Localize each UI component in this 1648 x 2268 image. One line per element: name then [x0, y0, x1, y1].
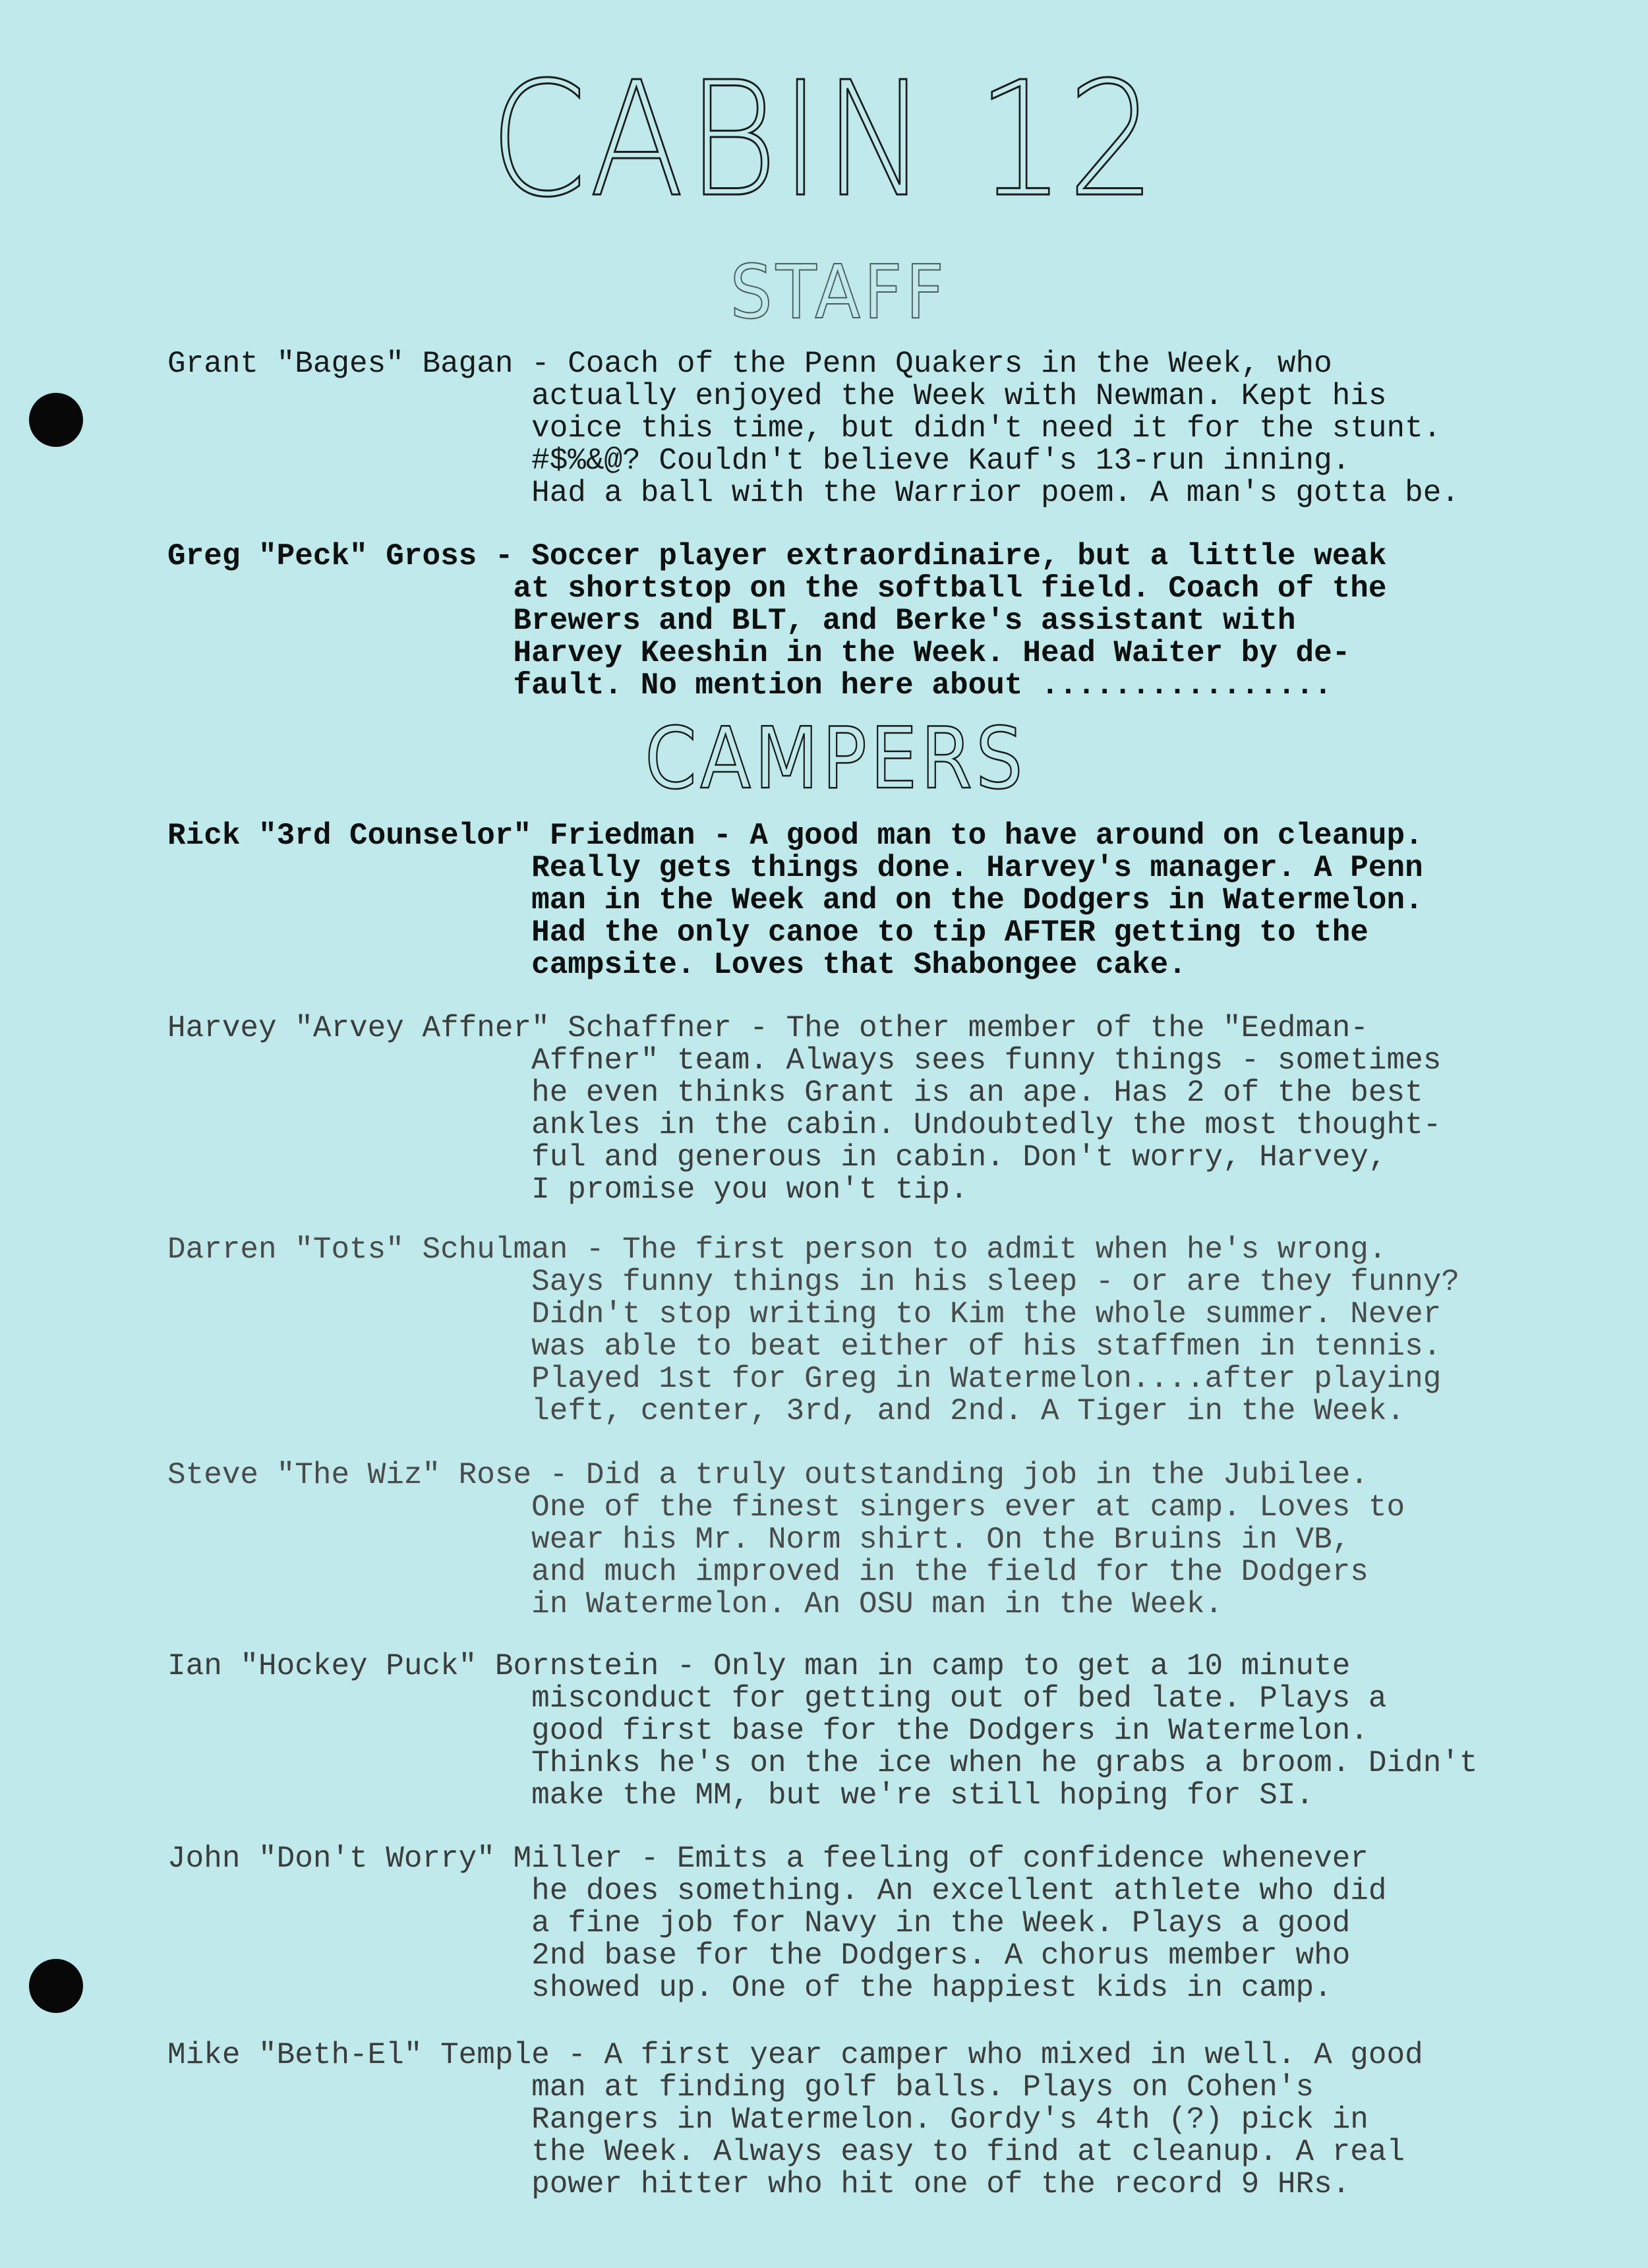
page-title: CABIN 12	[489, 47, 1159, 232]
punch-hole-top	[29, 393, 83, 447]
entry-line: Greg "Peck" Gross - Soccer player extraordinaire, but a little weak	[167, 539, 1387, 573]
punch-hole-bottom	[29, 1959, 83, 2013]
entry-line: One of the finest singers ever at camp. Loves to	[167, 1490, 1405, 1525]
entry-line: Says funny things in his sleep - or are they funny?	[167, 1265, 1459, 1299]
entry-harvey-schaffner	[167, 1012, 1591, 1206]
entry-line: ankles in the cabin. Undoubtedly the most thought-	[167, 1108, 1442, 1142]
entry-line: Harvey Keeshin in the Week. Head Waiter by de-	[167, 636, 1351, 670]
entry-line: Didn't stop writing to Kim the whole summer. Never	[167, 1297, 1442, 1331]
entry-line: power hitter who hit one of the record 9 HRs.	[167, 2167, 1351, 2201]
entry-line: Ian "Hockey Puck" Bornstein - Only man in camp to get a 10 minute	[167, 1649, 1351, 1683]
entry-mike-temple	[167, 2039, 1591, 2201]
entry-line: he does something. An excellent athlete who did	[167, 1874, 1387, 1908]
entry-line: good first base for the Dodgers in Watermelon.	[167, 1714, 1368, 1748]
entry-line: at shortstop on the softball field. Coach of the	[167, 571, 1387, 606]
entry-line: Darren "Tots" Schulman - The first person to admit when he's wrong.	[167, 1233, 1387, 1267]
entry-john-miller	[167, 1843, 1591, 2004]
entry-line: actually enjoyed the Week with Newman. Kept his	[167, 379, 1387, 413]
entry-greg-gross	[167, 540, 1591, 702]
entry-darren-schulman	[167, 1234, 1591, 1428]
entry-line: 2nd base for the Dodgers. A chorus member who	[167, 1938, 1351, 1973]
entry-rick-friedman	[167, 820, 1591, 981]
entry-line: Really gets things done. Harvey's manager. A Penn	[167, 851, 1423, 885]
entry-line: Mike "Beth-El" Temple - A first year camper who mixed in well. A good	[167, 2038, 1423, 2072]
entry-line: make the MM, but we're still hoping for SI.	[167, 1778, 1314, 1813]
entry-line: in Watermelon. An OSU man in the Week.	[167, 1587, 1223, 1621]
entry-line: Had a ball with the Warrior poem. A man's gotta be.	[167, 476, 1459, 510]
entry-line: wear his Mr. Norm shirt. On the Bruins in VB,	[167, 1523, 1351, 1557]
entry-line: was able to beat either of his staffmen in tennis.	[167, 1329, 1442, 1364]
entry-line: Had the only canoe to tip AFTER getting to the	[167, 916, 1368, 950]
entry-line: #$%&@? Couldn't believe Kauf's 13-run inning.	[167, 444, 1351, 478]
entry-line: Rick "3rd Counselor" Friedman - A good man to have around on cleanup.	[167, 819, 1423, 853]
entry-line: campsite. Loves that Shabongee cake.	[167, 948, 1187, 982]
entry-line: a fine job for Navy in the Week. Plays a good	[167, 1906, 1351, 1940]
entry-line: fault. No mention here about ................	[167, 668, 1332, 703]
entry-line: voice this time, but didn't need it for the stunt.	[167, 411, 1442, 446]
entry-line: the Week. Always easy to find at cleanup. A real	[167, 2135, 1405, 2169]
entry-ian-bornstein	[167, 1650, 1591, 1812]
entry-line: Rangers in Watermelon. Gordy's 4th (?) pick in	[167, 2103, 1368, 2137]
entry-line: left, center, 3rd, and 2nd. A Tiger in the Week.	[167, 1394, 1405, 1428]
section-heading-staff: STAFF	[730, 250, 948, 335]
entry-line: man in the Week and on the Dodgers in Watermelon.	[167, 883, 1423, 917]
entry-line: man at finding golf balls. Plays on Cohen's	[167, 2070, 1314, 2105]
entry-line: Affner" team. Always sees funny things - sometimes	[167, 1043, 1442, 1078]
entry-line: Thinks he's on the ice when he grabs a broom. Didn't	[167, 1746, 1478, 1780]
entry-line: I promise you won't tip.	[167, 1173, 968, 1207]
entry-line: Steve "The Wiz" Rose - Did a truly outstanding job in the Jubilee.	[167, 1458, 1368, 1492]
entry-line: ful and generous in cabin. Don't worry, Harvey,	[167, 1140, 1387, 1175]
entry-line: and much improved in the field for the Dodgers	[167, 1555, 1368, 1589]
entry-line: Harvey "Arvey Affner" Schaffner - The other member of the "Eedman-	[167, 1011, 1368, 1045]
entry-line: showed up. One of the happiest kids in camp.	[167, 1971, 1332, 2005]
entry-line: Brewers and BLT, and Berke's assistant with	[167, 604, 1296, 638]
section-heading-campers: CAMPERS	[645, 710, 1026, 808]
entry-line: Played 1st for Greg in Watermelon....after playing	[167, 1362, 1442, 1396]
entry-line: Grant "Bages" Bagan - Coach of the Penn Quakers in the Week, who	[167, 347, 1332, 381]
entry-grant-bagan	[167, 348, 1591, 509]
entry-line: he even thinks Grant is an ape. Has 2 of the best	[167, 1076, 1423, 1110]
entry-line: John "Don't Worry" Miller - Emits a feeling of confidence whenever	[167, 1842, 1368, 1876]
entry-line: misconduct for getting out of bed late. Plays a	[167, 1681, 1387, 1716]
entry-steve-rose	[167, 1459, 1591, 1621]
